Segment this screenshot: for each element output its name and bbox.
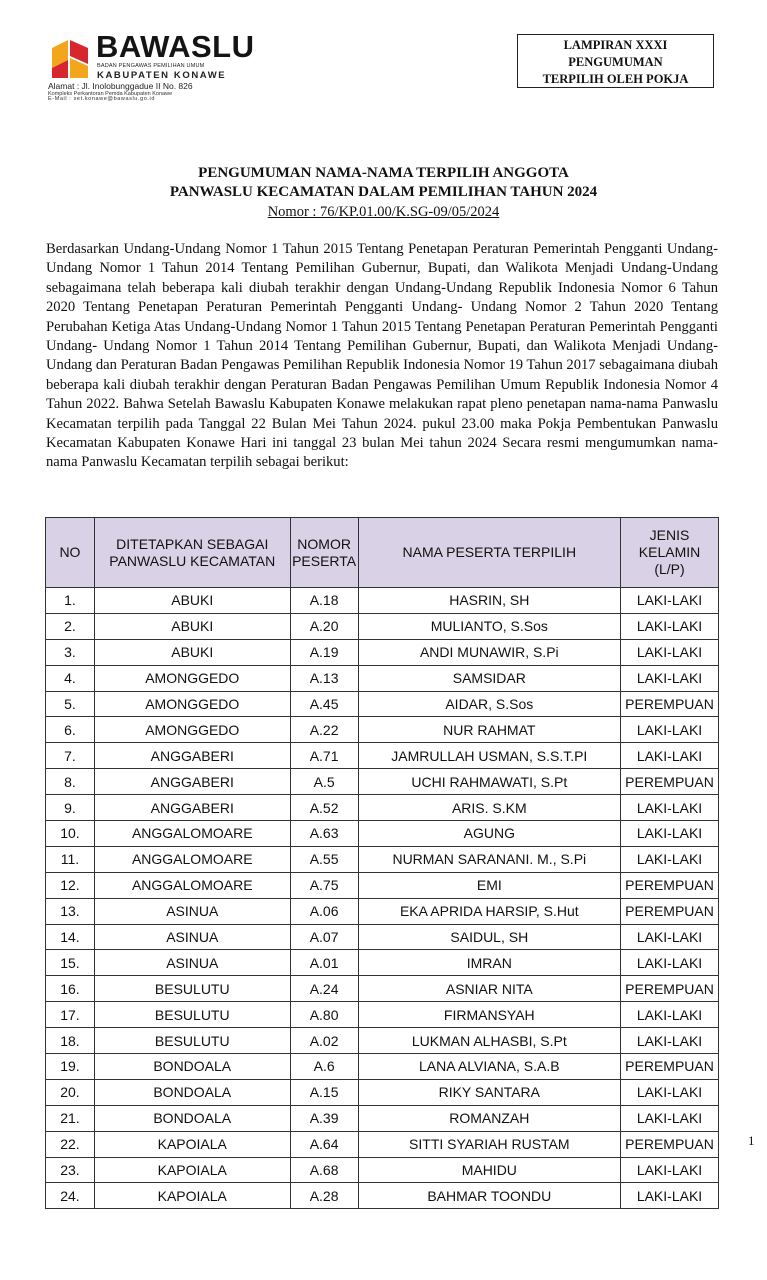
cell-name: ASNIAR NITA (358, 976, 620, 1002)
cell-district: KAPOIALA (94, 1131, 290, 1157)
cell-gender: LAKI-LAKI (621, 821, 719, 847)
cell-gender: PEREMPUAN (621, 898, 719, 924)
cell-gender: LAKI-LAKI (621, 588, 719, 614)
cell-name: MULIANTO, S.Sos (358, 613, 620, 639)
cell-gender: LAKI-LAKI (621, 1079, 719, 1105)
bawaslu-logo-icon (46, 34, 94, 82)
cell-name: AGUNG (358, 821, 620, 847)
cell-name: ARIS. S.KM (358, 795, 620, 821)
cell-district: KAPOIALA (94, 1183, 290, 1209)
cell-no: 20. (46, 1079, 95, 1105)
cell-no: 9. (46, 795, 95, 821)
cell-participant-number: A.01 (290, 950, 358, 976)
office-complex: Kompleks Perkantoran Pemda Kabupaten Konawe (48, 91, 173, 97)
document-subtitle: PANWASLU KECAMATAN DALAM PEMILIHAN TAHUN 2024 (169, 184, 598, 200)
cell-name: NUR RAHMAT (358, 717, 620, 743)
table-row (46, 639, 719, 665)
document-number: Nomor : 76/KP.01.00/K.SG-09/05/2024 (267, 204, 500, 220)
cell-no: 2. (46, 613, 95, 639)
cell-gender: PEREMPUAN (621, 769, 719, 795)
cell-district: BESULUTU (94, 976, 290, 1002)
cell-no: 10. (46, 821, 95, 847)
cell-district: AMONGGEDO (94, 717, 290, 743)
table-row (46, 1028, 719, 1054)
cell-no: 19. (46, 1054, 95, 1080)
table-row (46, 1002, 719, 1028)
cell-no: 24. (46, 1183, 95, 1209)
cell-gender: LAKI-LAKI (621, 1183, 719, 1209)
table-row (46, 588, 719, 614)
cell-gender: LAKI-LAKI (621, 950, 719, 976)
attachment-line-1: LAMPIRAN XXXI (563, 38, 668, 52)
cell-district: ASINUA (94, 898, 290, 924)
cell-no: 17. (46, 1002, 95, 1028)
cell-district: ANGGABERI (94, 743, 290, 769)
cell-gender: LAKI-LAKI (621, 795, 719, 821)
brand-subtitle: BADAN PENGAWAS PEMILIHAN UMUM (97, 63, 205, 69)
table-row (46, 846, 719, 872)
office-email: E-Mail : set.konawe@bawaslu.go.id (48, 96, 156, 102)
cell-gender: LAKI-LAKI (621, 665, 719, 691)
cell-name: SAIDUL, SH (358, 924, 620, 950)
header-no: NO (46, 518, 95, 588)
cell-gender: LAKI-LAKI (621, 743, 719, 769)
cell-participant-number: A.07 (290, 924, 358, 950)
brand-name: BAWASLU (96, 29, 255, 64)
cell-no: 18. (46, 1028, 95, 1054)
table-row (46, 691, 719, 717)
cell-no: 16. (46, 976, 95, 1002)
cell-name: AIDAR, S.Sos (358, 691, 620, 717)
table-row (46, 743, 719, 769)
cell-no: 7. (46, 743, 95, 769)
cell-gender: LAKI-LAKI (621, 846, 719, 872)
table-row (46, 924, 719, 950)
attachment-line-3: TERPILIH OLEH POKJA (542, 72, 689, 86)
cell-no: 11. (46, 846, 95, 872)
cell-no: 1. (46, 588, 95, 614)
table-header-row (46, 518, 719, 588)
cell-participant-number: A.68 (290, 1157, 358, 1183)
attachment-line-2: PENGUMUMAN (568, 55, 663, 69)
cell-district: ABUKI (94, 588, 290, 614)
cell-participant-number: A.5 (290, 769, 358, 795)
cell-participant-number: A.80 (290, 1002, 358, 1028)
cell-district: ABUKI (94, 639, 290, 665)
table-row (46, 1105, 719, 1131)
page-number: 1 (748, 1133, 755, 1148)
cell-participant-number: A.15 (290, 1079, 358, 1105)
table-row (46, 717, 719, 743)
body-paragraph: Berdasarkan Undang-Undang Nomor 1 Tahun 2015 Tentang Penetapan Peraturan Pemerintah Pengganti Undang-Undang Nomor 1 Tahun 2014 Tentang Pemilihan Gubernur, Bupati, dan Walikota Menjadi Undang-Undang sebagaimana telah beberapa kali diubah terakhir dengan Undang-Undang Republik Indonesia Nomor 6 Tahun 2020 Tentang Penetapan Peraturan Pemerintah Pengganti Undang- Undang Nomor 2 Tahun 2020 Tentang Perubahan Ketiga Atas Undang-Undang Nomor 1 Tahun 2015 Tentang Penetapan Peraturan Pemerintah Pengganti Undang- Undang Nomor 1 Tahun 2014 Tentang Pemilihan Gubernur, Bupati, dan Walikota Menjadi Undang-Undang dan Peraturan Badan Pengawas Pemilihan Republik Indonesia Nomor 19 Tahun 2017 sebagaimana diubah beberapa kali diubah terakhir dengan Peraturan Badan Pengawas Pemilihan Umum Republik Indonesia Nomor 4 Tahun 2022. Bahwa Setelah Bawaslu Kabupaten Konawe melakukan rapat pleno penetapan nama-nama Panwaslu Kecamatan terpilih pada Tanggal 22 Bulan Mei Tahun 2024. pukul 23.00 maka Pokja Pembentukan Panwaslu Kecamatan Kabupaten Konawe Hari ini tanggal 23 bulan Mei tahun 2024 Secara resmi mengumumkan nama-nama Panwaslu Kecamatan terpilih sebagai berikut: (46, 241, 718, 471)
cell-no: 8. (46, 769, 95, 795)
cell-no: 3. (46, 639, 95, 665)
cell-gender: PEREMPUAN (621, 872, 719, 898)
table-row (46, 872, 719, 898)
cell-gender: LAKI-LAKI (621, 1105, 719, 1131)
cell-participant-number: A.63 (290, 821, 358, 847)
cell-participant-number: A.45 (290, 691, 358, 717)
cell-district: KAPOIALA (94, 1157, 290, 1183)
table-row (46, 665, 719, 691)
cell-name: FIRMANSYAH (358, 1002, 620, 1028)
cell-no: 5. (46, 691, 95, 717)
cell-gender: LAKI-LAKI (621, 639, 719, 665)
table-row (46, 795, 719, 821)
table-row (46, 898, 719, 924)
cell-gender: LAKI-LAKI (621, 613, 719, 639)
cell-gender: LAKI-LAKI (621, 1002, 719, 1028)
cell-no: 21. (46, 1105, 95, 1131)
cell-gender: LAKI-LAKI (621, 1028, 719, 1054)
cell-name: ANDI MUNAWIR, S.Pi (358, 639, 620, 665)
cell-gender: PEREMPUAN (621, 1054, 719, 1080)
cell-district: ANGGALOMOARE (94, 821, 290, 847)
cell-district: ABUKI (94, 613, 290, 639)
cell-participant-number: A.02 (290, 1028, 358, 1054)
cell-participant-number: A.52 (290, 795, 358, 821)
header-participant-number: NOMOR PESERTA (290, 518, 358, 588)
cell-gender: PEREMPUAN (621, 1131, 719, 1157)
cell-name: LUKMAN ALHASBI, S.Pt (358, 1028, 620, 1054)
cell-gender: PEREMPUAN (621, 691, 719, 717)
cell-name: IMRAN (358, 950, 620, 976)
cell-gender: LAKI-LAKI (621, 924, 719, 950)
cell-district: BONDOALA (94, 1105, 290, 1131)
office-address: Alamat : Jl. Inolobunggadue II No. 826 (48, 81, 193, 91)
cell-participant-number: A.28 (290, 1183, 358, 1209)
cell-participant-number: A.71 (290, 743, 358, 769)
cell-gender: LAKI-LAKI (621, 1157, 719, 1183)
cell-district: BESULUTU (94, 1028, 290, 1054)
cell-name: MAHIDU (358, 1157, 620, 1183)
cell-name: EMI (358, 872, 620, 898)
cell-participant-number: A.06 (290, 898, 358, 924)
document-title: PENGUMUMAN NAMA-NAMA TERPILIH ANGGOTA (198, 165, 569, 181)
cell-district: ANGGABERI (94, 769, 290, 795)
cell-no: 13. (46, 898, 95, 924)
cell-participant-number: A.55 (290, 846, 358, 872)
cell-name: SAMSIDAR (358, 665, 620, 691)
cell-participant-number: A.22 (290, 717, 358, 743)
cell-district: ANGGALOMOARE (94, 846, 290, 872)
cell-no: 4. (46, 665, 95, 691)
cell-district: ANGGALOMOARE (94, 872, 290, 898)
cell-district: ASINUA (94, 950, 290, 976)
cell-gender: LAKI-LAKI (621, 717, 719, 743)
cell-district: AMONGGEDO (94, 665, 290, 691)
cell-no: 12. (46, 872, 95, 898)
cell-participant-number: A.19 (290, 639, 358, 665)
cell-district: BESULUTU (94, 1002, 290, 1028)
elected-members-table (45, 517, 719, 1209)
cell-no: 22. (46, 1131, 95, 1157)
cell-name: RIKY SANTARA (358, 1079, 620, 1105)
cell-participant-number: A.18 (290, 588, 358, 614)
cell-gender: PEREMPUAN (621, 976, 719, 1002)
cell-district: ASINUA (94, 924, 290, 950)
table-row (46, 1131, 719, 1157)
header-gender: JENIS KELAMIN (L/P) (621, 518, 719, 588)
cell-participant-number: A.24 (290, 976, 358, 1002)
table-row (46, 1079, 719, 1105)
cell-no: 15. (46, 950, 95, 976)
header-name: NAMA PESERTA TERPILIH (358, 518, 620, 588)
table-row (46, 613, 719, 639)
table-row (46, 769, 719, 795)
cell-name: BAHMAR TOONDU (358, 1183, 620, 1209)
header-district: DITETAPKAN SEBAGAI PANWASLU KECAMATAN (94, 518, 290, 588)
cell-name: LANA ALVIANA, S.A.B (358, 1054, 620, 1080)
table-row (46, 1157, 719, 1183)
cell-name: SITTI SYARIAH RUSTAM (358, 1131, 620, 1157)
table-row (46, 1183, 719, 1209)
table-row (46, 1054, 719, 1080)
cell-name: JAMRULLAH USMAN, S.S.T.PI (358, 743, 620, 769)
cell-no: 6. (46, 717, 95, 743)
cell-participant-number: A.13 (290, 665, 358, 691)
table-row (46, 950, 719, 976)
cell-participant-number: A.64 (290, 1131, 358, 1157)
cell-participant-number: A.6 (290, 1054, 358, 1080)
cell-district: BONDOALA (94, 1054, 290, 1080)
table-row (46, 821, 719, 847)
cell-district: AMONGGEDO (94, 691, 290, 717)
cell-name: HASRIN, SH (358, 588, 620, 614)
cell-participant-number: A.39 (290, 1105, 358, 1131)
cell-district: BONDOALA (94, 1079, 290, 1105)
cell-name: NURMAN SARANANI. M., S.Pi (358, 846, 620, 872)
attachment-box (517, 34, 714, 88)
cell-participant-number: A.20 (290, 613, 358, 639)
cell-name: EKA APRIDA HARSIP, S.Hut (358, 898, 620, 924)
cell-no: 23. (46, 1157, 95, 1183)
cell-no: 14. (46, 924, 95, 950)
brand-branch: KABUPATEN KONAWE (97, 70, 227, 81)
table-row (46, 976, 719, 1002)
cell-participant-number: A.75 (290, 872, 358, 898)
cell-district: ANGGABERI (94, 795, 290, 821)
cell-name: UCHI RAHMAWATI, S.Pt (358, 769, 620, 795)
cell-name: ROMANZAH (358, 1105, 620, 1131)
